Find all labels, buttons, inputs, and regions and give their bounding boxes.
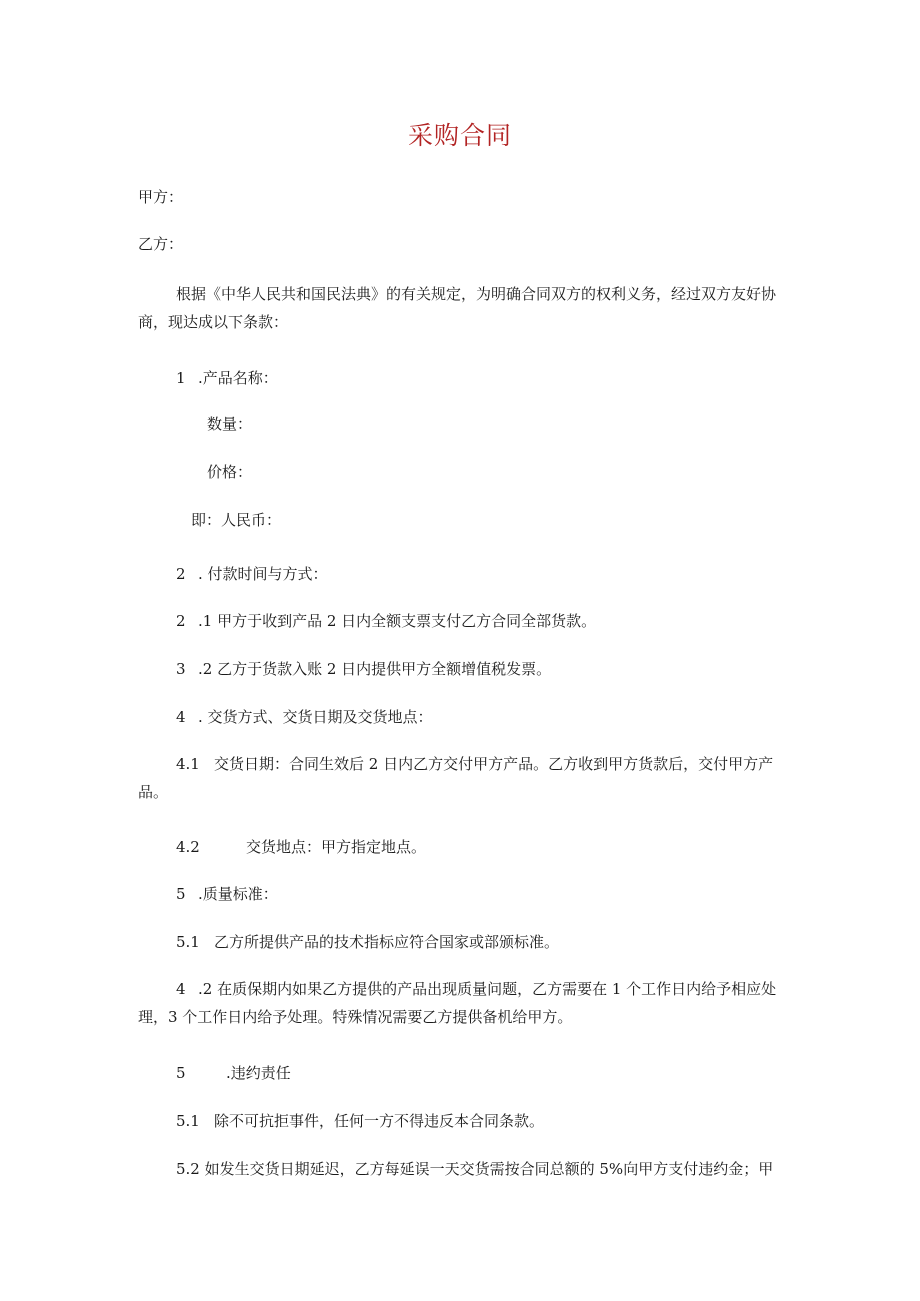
clause-4-2 bbox=[176, 836, 426, 858]
clause-6 bbox=[176, 1062, 291, 1084]
clause-2-2 bbox=[176, 658, 551, 680]
clause-1 bbox=[176, 367, 278, 389]
clause-text: .违约责任 bbox=[226, 1064, 291, 1082]
clause-number: 3 bbox=[176, 660, 186, 678]
clause-text: 交货地点：甲方指定地点。 bbox=[246, 838, 427, 856]
party-a-label: 甲方： bbox=[138, 188, 184, 206]
clause-2 bbox=[176, 563, 328, 585]
clause-number: 2 bbox=[176, 565, 186, 583]
party-b-label: 乙方： bbox=[138, 235, 184, 253]
clause-number: 5 bbox=[176, 1064, 186, 1082]
clause-text: 乙方所提供产品的技术指标应符合国家或部颁标准。 bbox=[214, 933, 560, 951]
quantity-label: 数量： bbox=[207, 415, 253, 433]
clause-text: .产品名称： bbox=[198, 369, 278, 387]
clause-number: 5 bbox=[176, 885, 186, 903]
clause-5-1 bbox=[176, 931, 559, 953]
clause-text: .质量标准： bbox=[198, 885, 278, 903]
clause-number: 5.1 bbox=[176, 933, 200, 951]
clause-4 bbox=[176, 706, 433, 728]
clause-text: .2 在质保期内如果乙方提供的产品出现质量问题，乙方需要在 1 个工作日内给予相应处理，3 个工作日内给予处理。特殊情况需要乙方提供备机给甲方。 bbox=[138, 980, 777, 1026]
clause-text: .2 乙方于货款入账 2 日内提供甲方全额增值税发票。 bbox=[198, 660, 552, 678]
rmb-label: 即：人民币： bbox=[191, 511, 282, 529]
clause-6-1 bbox=[176, 1110, 544, 1132]
clause-text: . 交货方式、交货日期及交货地点： bbox=[198, 708, 433, 726]
page-title: 采购合同 bbox=[407, 121, 512, 150]
clause-number: 1 bbox=[176, 369, 186, 387]
clause-6-2: 5.2 如发生交货日期延迟，乙方每延误一天交货需按合同总额的 5%向甲方支付违约金；甲 bbox=[176, 1160, 774, 1178]
clause-number: 4 bbox=[176, 708, 186, 726]
clause-number: 5.1 bbox=[176, 1112, 200, 1130]
clause-5 bbox=[176, 883, 278, 905]
clause-number: 4 bbox=[176, 980, 186, 998]
clause-text: 交货日期：合同生效后 2 日内乙方交付甲方产品。乙方收到甲方货款后，交付甲方产品。 bbox=[138, 755, 774, 801]
clause-4-1 bbox=[138, 750, 788, 806]
clause-text: .1 甲方于收到产品 2 日内全额支票支付乙方合同全部货款。 bbox=[198, 612, 597, 630]
clause-text: 除不可抗拒事件，任何一方不得违反本合同条款。 bbox=[214, 1112, 545, 1130]
clause-number: 4.2 bbox=[176, 838, 200, 856]
clause-2-1 bbox=[176, 610, 596, 632]
clause-5-2 bbox=[138, 975, 788, 1031]
intro-paragraph: 根据《中华人民共和国民法典》的有关规定，为明确合同双方的权利义务，经过双方友好协商，现达成以下条款： bbox=[138, 285, 777, 331]
clause-text: . 付款时间与方式： bbox=[198, 565, 328, 583]
clause-number: 4.1 bbox=[176, 755, 200, 773]
price-label: 价格： bbox=[207, 463, 253, 481]
clause-number: 2 bbox=[176, 612, 186, 630]
